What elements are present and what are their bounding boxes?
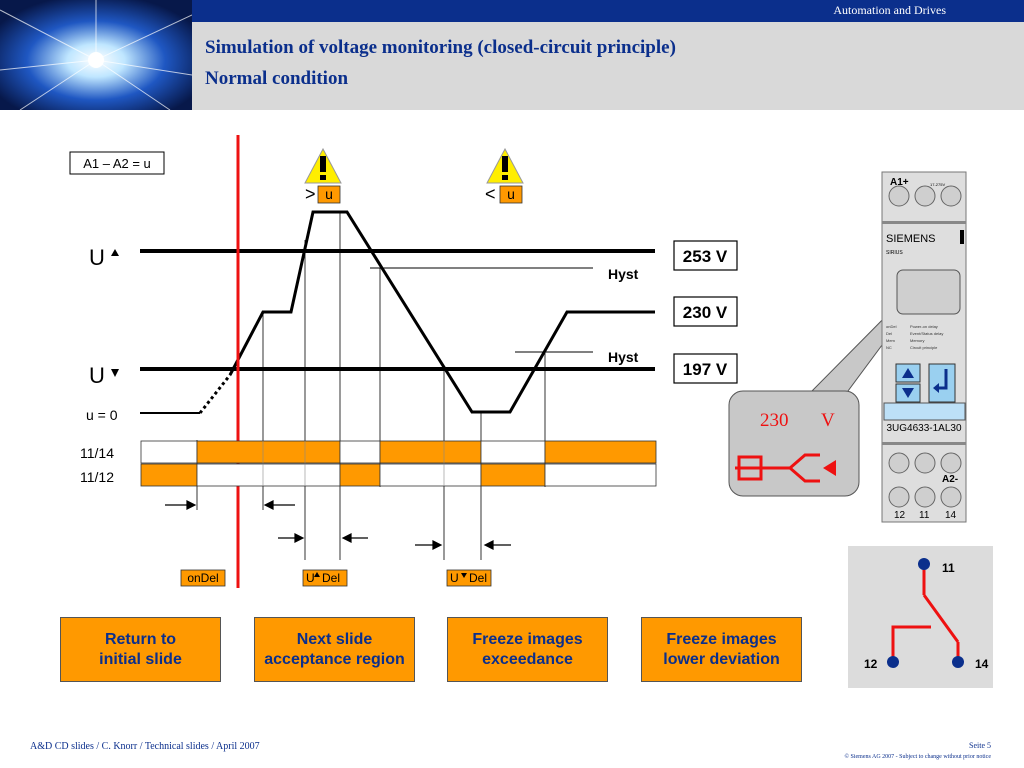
voltage-waveform [230, 212, 655, 412]
svg-text:onDel: onDel [886, 324, 897, 329]
slide-subtitle: Normal condition [205, 68, 349, 89]
undervoltage-u-label: u [507, 186, 515, 202]
contact-12-label: 12 [864, 657, 878, 671]
relay-row-label-11-12: 11/12 [80, 469, 114, 485]
relay-row-11-12 [141, 464, 656, 486]
upper-threshold-label: U [89, 245, 105, 270]
supply-label: A1 – A2 = u [83, 156, 151, 171]
svg-text:Memory: Memory [910, 338, 925, 343]
lower-threshold-label: U [89, 363, 105, 388]
waveform-ramp-dotted [200, 375, 230, 413]
voltage-range-label: 17-275V [930, 182, 946, 187]
terminal-a1-label: A1+ [890, 177, 909, 188]
svg-text:Mem: Mem [886, 338, 895, 343]
overvoltage-warning-icon [305, 149, 341, 183]
starburst-logo-image [0, 0, 192, 110]
contact-14-label: 14 [975, 657, 989, 671]
voltage-monitoring-diagram [0, 110, 1024, 610]
device-subbrand: SIRIUS [886, 250, 903, 256]
slide-title: Simulation of voltage monitoring (closed-circuit principle) [205, 37, 676, 58]
svg-text:NC: NC [886, 345, 892, 350]
tag-udown-label: Del [469, 571, 488, 585]
tag-uup-u: U [306, 571, 315, 585]
time-markers [197, 212, 545, 560]
display-unit: V [821, 410, 835, 431]
svg-text:Power-on delay: Power-on delay [910, 324, 938, 329]
tag-udown-u: U [450, 571, 459, 585]
value-230-label: 230 V [682, 303, 728, 322]
lower-hyst-label: Hyst [608, 349, 639, 365]
footer-copyright: © Siemens AG 2007 - Subject to change without prior notice [844, 754, 991, 760]
contact-11-label: 11 [942, 561, 955, 575]
terminal-a2-label: A2- [942, 474, 959, 485]
relay-row-label-11-14: 11/14 [80, 445, 114, 461]
footer-source: A&D CD slides / C. Knorr / Technical slides / April 2007 [30, 741, 260, 752]
tag-uup-label: Del [322, 571, 341, 585]
display-value: 230 [760, 410, 789, 431]
top-bar [192, 0, 1024, 22]
contact-schematic [848, 546, 993, 688]
return-to-initial-slide-button[interactable]: Return to initial slide [60, 617, 221, 682]
next-slide-acceptance-region-button[interactable]: Next slide acceptance region [254, 617, 415, 682]
undervoltage-symbol: < [485, 184, 496, 204]
overvoltage-u-label: u [325, 186, 333, 202]
footer-page-number: Seite 5 [969, 741, 991, 750]
terminal-14-dot [952, 656, 964, 668]
terminal-11-label: 11 [919, 510, 930, 521]
terminal-12-label: 12 [894, 510, 906, 521]
tagline: Automation and Drives [833, 3, 946, 17]
freeze-images-lower-deviation-button[interactable]: Freeze images lower deviation [641, 617, 802, 682]
svg-text:Circuit principle: Circuit principle [910, 345, 938, 350]
relay-row-11-14 [141, 441, 656, 463]
device-brand: SIEMENS [886, 233, 936, 245]
delay-arrows [165, 501, 511, 549]
zero-label: u = 0 [86, 407, 118, 423]
device-order-number: 3UG4633-1AL30 [886, 423, 962, 434]
triangle-down-icon [111, 369, 119, 377]
terminal-12-dot [887, 656, 899, 668]
freeze-images-exceedance-button[interactable]: Freeze images exceedance [447, 617, 608, 682]
tag-ondel-label: onDel [187, 571, 219, 585]
upper-hyst-label: Hyst [608, 266, 639, 282]
terminal-11-dot [918, 558, 930, 570]
svg-text:Del: Del [886, 331, 893, 336]
value-253-label: 253 V [682, 247, 728, 266]
overvoltage-symbol: > [305, 184, 316, 204]
value-197-label: 197 V [682, 360, 728, 379]
terminal-14-label: 14 [945, 510, 957, 521]
svg-text:Event/Status delay: Event/Status delay [910, 331, 944, 336]
undervoltage-warning-icon [487, 149, 523, 183]
triangle-up-icon [111, 249, 119, 256]
